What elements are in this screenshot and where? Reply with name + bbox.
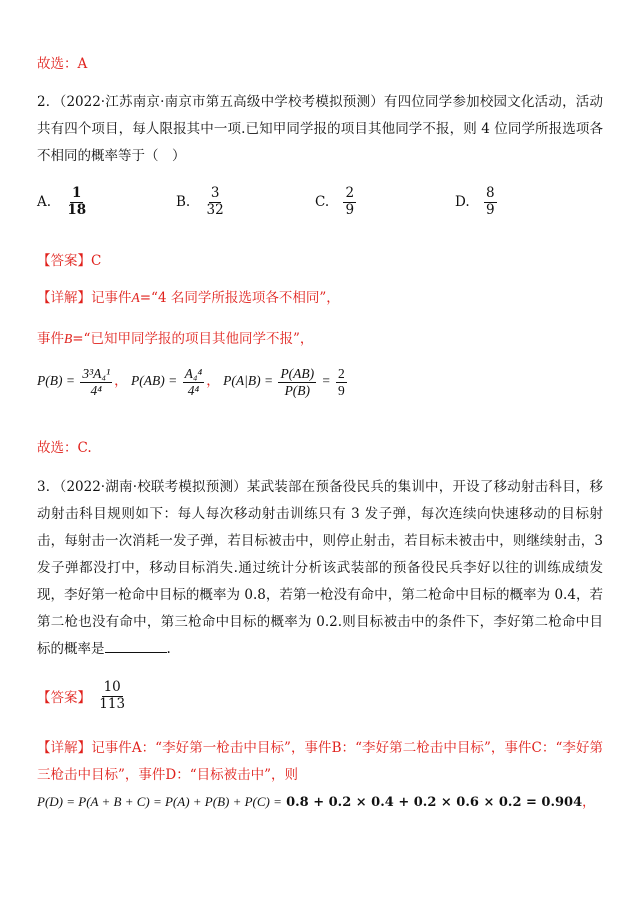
result-line-1: 故选：A — [37, 56, 88, 72]
question-3-end: . — [166, 641, 171, 657]
option-b-fraction — [205, 186, 226, 218]
answer-tag: 【答案】 — [37, 253, 91, 269]
formula-result-fraction — [336, 366, 347, 398]
question-3-stem — [37, 474, 603, 663]
option-c-den: 9 — [345, 201, 355, 218]
formula-pab-den: 4⁴ — [187, 382, 200, 398]
question-2-stem: 2．（2022·江苏南京·南京市第五高级中学校考模拟预测）有四位同学参加校园文化活动，活动共有四个项目，每人限报其中一项.已知甲同学报的项目其他同学不报，则 4 位同学所报选项各不相同的概率等于（ ） — [37, 94, 603, 164]
option-d-fraction — [484, 186, 497, 218]
formula-pb-fraction — [80, 366, 112, 398]
formula-eq: = — [321, 373, 331, 389]
answer-value: C — [91, 253, 102, 269]
formula-cond-lhs: P(A|B) = — [223, 373, 274, 389]
option-a-fraction — [65, 186, 88, 218]
option-c[interactable] — [315, 186, 358, 218]
detail-tag: 【详解】 — [37, 740, 92, 756]
option-d-num: 8 — [485, 185, 495, 201]
answer-line-q3 — [37, 680, 129, 712]
result-line-q2: 故选：C. — [37, 440, 92, 456]
option-b[interactable] — [176, 186, 228, 218]
option-d[interactable] — [455, 186, 499, 218]
option-b-den: 32 — [206, 201, 224, 218]
option-a-den: 18 — [67, 201, 87, 218]
formula-pab-lhs: P(AB) = — [131, 373, 178, 389]
formula-cond-num: P(AB) — [280, 366, 315, 381]
answer-blank[interactable] — [105, 638, 167, 653]
answer-den: 113 — [99, 695, 126, 712]
detail-line-q2-1 — [37, 286, 340, 306]
answer-num: 10 — [103, 679, 121, 695]
detail-text-c: =“4 名同学所报选项各不相同”， — [139, 290, 340, 306]
option-c-fraction — [343, 186, 356, 218]
formula-pab-num: A₄⁴ — [184, 366, 203, 381]
answer-tag: 【答案】 — [37, 690, 91, 707]
formula-cond-fraction — [278, 366, 316, 398]
formula-q3-rhs: 0.8 + 0.2 × 0.4 + 0.2 × 0.6 × 0.2 = 0.904 — [286, 795, 583, 810]
formula-pb-lhs: P(B) = — [37, 373, 75, 389]
question-3-text: 3．（2022·湖南·校联考模拟预测）某武装部在预备役民兵的集训中，开设了移动射击科目，移动射击科目规则如下：每人每次移动射击训练只有 3 发子弹，每次连续向快速移动的目标射击，每射击一次消耗一发子弹，若目标被击中，则停止射击，若目标未被击中，则继续射击，3 发子弹都没打中，移动目标消失.通过统计分析该武装部的预备役民兵李好以往的训练成绩发现，李好第一枪命中目标的概率为 0.8，若第一枪没有命中，第二枪命中目标的概率为 0.4，若第二枪也没有命中，第三枪命中目标的概率为 0.2.则目标被击中的条件下，李好第二枪命中目标的概率是 — [37, 479, 603, 657]
detail-text-a: 事件 — [37, 331, 64, 347]
formula-q3-end: ， — [582, 795, 596, 810]
detail-q3 — [37, 735, 603, 789]
detail-text-c: =“已知甲同学报的项目其他同学不报”， — [72, 331, 314, 347]
option-c-num: 2 — [345, 185, 355, 201]
formula-q3 — [37, 791, 595, 810]
formula-pb-den: 4⁴ — [90, 382, 102, 398]
formula-sep: ， — [206, 373, 220, 389]
detail-text: 记事件A：“李好第一枪击中目标”，事件B：“李好第二枪击中目标”，事件C：“李好第三枪击中目标”，事件D：“目标被击中”，则 — [37, 740, 603, 783]
option-b-num: 3 — [210, 185, 220, 201]
detail-tag: 【详解】 — [37, 290, 91, 306]
formula-result-den: 9 — [338, 382, 345, 398]
option-b-label: B. — [176, 194, 191, 211]
formula-pb-num: 3³A₄¹ — [82, 366, 111, 381]
option-d-den: 9 — [485, 201, 495, 218]
detail-line-q2-2 — [37, 327, 313, 347]
answer-line-q2 — [37, 249, 101, 269]
option-a-label: A. — [37, 194, 52, 211]
formula-pab-fraction — [183, 366, 205, 398]
option-a-num: 1 — [72, 185, 82, 201]
event-a-symbol: A — [131, 290, 140, 305]
event-b-symbol: B — [64, 331, 73, 346]
option-c-label: C. — [315, 194, 330, 211]
formula-result-num: 2 — [338, 366, 345, 381]
option-a[interactable] — [37, 186, 90, 218]
formula-q3-lhs: P(D) = P(A + B + C) = P(A) + P(B) + P(C) = — [37, 794, 282, 809]
detail-text-a: 记事件 — [91, 290, 132, 306]
formula-sep: ， — [114, 373, 128, 389]
formula-cond-den: P(B) — [284, 382, 311, 398]
option-d-label: D. — [455, 194, 470, 211]
answer-fraction — [97, 680, 127, 712]
formula-q2 — [37, 366, 349, 398]
